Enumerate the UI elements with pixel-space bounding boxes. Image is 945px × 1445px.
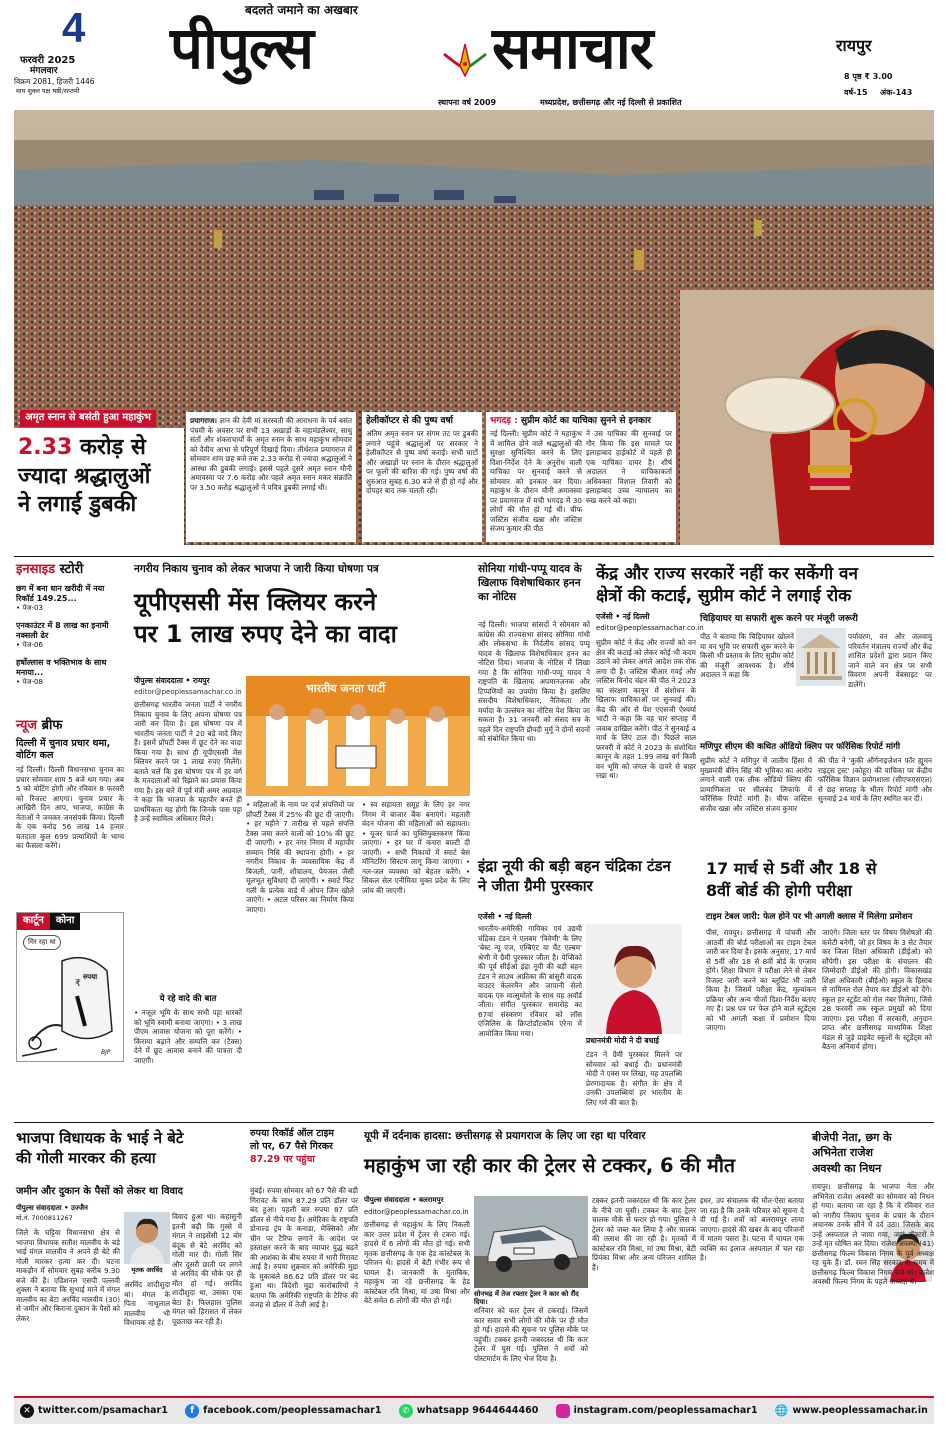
issue: अंक-143	[880, 88, 913, 97]
forest-headline-1: केंद्र और राज्य सरकारें नहीं कर सकेंगी वन	[596, 564, 858, 584]
lead-caption-tag-text: अमृत स्नान से बसंती हुआ महाकुंभ	[25, 412, 151, 423]
grammy-body-2: टंडन ने ग्रैमी पुरस्कार मिलने पर सोमवार को बधाई दी। प्रधानमंत्री मोदी ने एक्स पर लिखा, यह उपलब्धि प्रेरणादायक है। संगीत के क्षेत्र में उनकी उपलब्धियां हर भारतीय के लिए गर्व की बात है।	[586, 1050, 682, 1107]
footer-facebook-text: facebook.com/peoplessamachar1	[203, 1405, 382, 1417]
divider	[14, 556, 934, 557]
lead-caption-tag	[20, 410, 156, 427]
inside-item-page: • पेज-06	[16, 641, 43, 649]
paper-title-right: समाचार	[492, 14, 653, 82]
inside-item-page: • पेज-03	[16, 604, 43, 613]
stampede-body-1: नई दिल्ली। सुप्रीम कोर्ट ने महाकुंभ में शामिल होने वाले श्रद्धालुओं की सुरक्षा सुनिश्चित करने के लिए दिशा-निर्देश देने के अनुरोध वाली याचिका पर सुनवाई करने से सोमवार को इनकार कर दिया। महाकुंभ के दौरान मौनी अमावस्या पर प्रयागराज में मची भगदड़ में 30 लोगों की मौत हो गई थी। चीफ जस्टिस संजीव खन्ना और जस्टिस संजय कुमार की पीठ	[490, 429, 582, 534]
price: 8 पृष्ठ ₹ 3.00	[844, 72, 893, 81]
inside-title	[16, 562, 124, 578]
cartoon-title: कार्टून	[17, 913, 50, 930]
divider	[14, 1122, 934, 1123]
pen-logo-icon	[440, 36, 490, 86]
stampede-tag: भगदड़ :	[490, 416, 518, 426]
board-headline-1: 17 मार्च से 5वीं और 18 से	[706, 859, 877, 878]
forest-email: editor@peoplessamachar.co.in	[596, 624, 704, 632]
facebook-icon: f	[185, 1404, 199, 1418]
published-from: मध्यप्रदेश, छत्तीसगढ़ और नई दिल्ली से प्रकाशित	[540, 98, 682, 107]
footer-facebook[interactable]	[185, 1404, 381, 1418]
tagline: बदलते जमाने का अखबार	[245, 3, 358, 17]
inside-item-3[interactable]	[16, 658, 124, 687]
rajesh-body: रायपुर। छत्तीसगढ़ के भाजपा नेता और अभिनेता राजेश अवस्थी का सोमवार को निधन हो गया। बताया जा रहा है कि वे रविवार रात को नगरीय निकाय चुनाव के प्रचार के दौरान अचानक उनके सीने में दर्द उठा। जिसके बाद उन्हें अस्पताल ले जाया गया, जहां डॉक्टरों ने उन्हें मृत घोषित कर दिया। राजेश अवस्थी (41) छत्तीसगढ़ फिल्म विकास निगम के पूर्व अध्यक्ष रह चुके हैं। डॉ. रमन सिंह सरकार के समय में छत्तीसगढ़ फिल्म विकास निगम बना था। राजेश अवस्थी फिल्म निगम के पहले अध्यक्ष थे।	[812, 1182, 934, 1286]
accident-headline: महाकुंभ जा रही कार की ट्रेलर से टक्कर, 6 की मौत	[364, 1154, 736, 1177]
year: वर्ष-15	[844, 88, 868, 97]
bjp-kicker: नगरीय निकाय चुनाव को लेकर भाजपा ने जारी किया घोषणा पत्र	[134, 563, 379, 575]
board-body-1: पीसं, रायपुर। छत्तीसगढ़ में पांचवीं और आठवीं की बोर्ड परीक्षाओं का टाइम टेबल जारी कर दिया है। इसके अनुसार, 17 मार्च से 5वीं और 18 से 8वीं बोर्ड के एग्जाम होंगे। शिक्षा विभाग ने परीक्षा लेने से लेकर रिजल्ट जारी करने का ब्लूप्रिंट भी जारी किया है। जिसमें परीक्षा केंद्र, मूल्यांकन प्रक्रिया और अन्य चीजों दिशा-निर्देश बताए गए हैं। प्रश्न पत्र पर फेल होने वाले स्टूडेंट्स को भी अगली कक्षा में प्रमोशन दिया जाएगा।	[706, 928, 816, 1032]
sonia-body: नई दिल्ली। भाजपा सांसदों ने सोमवार को कांग्रेस की राज्यसभा सांसद सोनिया गांधी और लोकसभा के निर्दलीय सांसद पप्पू यादव के खिलाफ विशेषाधिकार हनन का नोटिस दिया। भाजपा के नोटिस में लिखा गया है कि सोनिया गांधी-पप्पू यादव ने राष्ट्रपति के खिलाफ अपमानजनक और टिप्पणियों का उपयोग किया है। इसलिए संसदीय विशेषाधिकार, नैतिकता और मर्यादा के उल्लंघन का नोटिस पेश किया जा सकता है। 31 जनवरी को संसद सत्र के पहले दिन राष्ट्रपति द्रौपदी मुर्मू ने दोनों सदनों को संबोधित किया था।	[478, 620, 590, 743]
inside-item-2[interactable]	[16, 621, 124, 650]
rupee-headline-1: रुपया रिकॉर्ड ऑल टाइम	[250, 1128, 334, 1139]
heli-title: हेलीकॉप्टर से की पुष्प वर्षा	[366, 416, 454, 426]
mla-mobile: मो.नं. 7000811267	[16, 1214, 73, 1222]
accident-body-2: शनिवार को कार ट्रेलर से टकराई। जिसमें कार सवार सभी लोगों की मौके पर ही मौत हो गई। हादसे की सूचना पर पुलिस मौके पर पहुंची। टक्कर इतनी जबरदस्त थी कि कार ट्रेलर में घुस गई। पुलिस ने शवों को पोस्टमार्टम के लिए भेज दिया है।	[474, 1306, 588, 1363]
lead-headline-box	[14, 428, 184, 546]
lead-headline-part1: करोड़ से	[79, 435, 146, 460]
mla-body-1: जिले के घट्टिया विधानसभा क्षेत्र से भाजपा विधायक सतीश मालवीय के बड़े भाई मंगल मालवीय ने अपने ही बेटे की गोली मारकर हत्या कर दी। घटना माकड़ौन में सोमवार सुबह करीब 9.30 बजे की है। एडिशनल एसपी पल्लवी शुक्ला ने बताया कि सुभाई माने में मंगल मालवीय का बेटा अरविंद मालवीय (30) से जमीन और किराना दुकान के पैसों को लेकर	[16, 1228, 120, 1323]
rupee-headline-3: 87.29 पर पहुंचा	[250, 1153, 315, 1165]
heli-body: अंतिम अमृत स्नान पर संगम तट पर डुबकी लगाने पहुंचे श्रद्धालुओं पर सरकार ने हेलीकॉप्टर से पुष्प वर्षा कराई। सभी घाटों और अखाड़ों पर स्नान के दौरान श्रद्धालुओं पर फूलों की बारिश की गई। पुष्प वर्षा की शुरुआत सुबह 6.30 बजे से ही हो गई और दोपहर बाद तक चलती रही।	[366, 429, 478, 496]
manipur-headline: मणिपुर सीएम की कथित ऑडियो क्लिप पर फॉरेंसिक रिपोर्ट मांगी	[700, 742, 901, 752]
inside-item-1[interactable]	[16, 584, 124, 613]
mla-caption: मृतक अरविंद	[131, 1266, 163, 1274]
grammy-body: भारतीय-अमेरिकी गायिका एवं उद्यमी चंद्रिका टंडन ने एलबम 'त्रिवेणी' के लिए 'बेस्ट न्यू एज, एम्बिएंट या चैंट एल्बम' श्रेणी में ग्रैमी पुरस्कार जीता है। पेप्सिको की पूर्व सीईओ इंद्रा नूयी की बड़ी बहन टंडन ने साउथ अफ्रीका की बांसुरी वादक वाउटर केलरमैन और जापानी सेलो वादक एरु मात्सुमोतो के साथ यह अवॉर्ड जीता। संगीत पुरस्कार समारोह का 67वां संस्करण रविवार को लॉस एंजिलिस के क्रिप्टोडॉटकॉम एरेना में आयोजित किया गया।	[478, 924, 582, 1038]
whatsapp-icon: ✆	[399, 1404, 413, 1418]
manipur-body-left: सुप्रीम कोर्ट ने मणिपुर में जातीय हिंसा में मुख्यमंत्री बीरेन सिंह की भूमिका का आरोप लगाने वाली एक लीक ऑडियो क्लिप की प्रामाणिकता पर सीलबंद लिफाफे में फॉरेंसिक रिपोर्ट मांगी है। चीफ जस्टिस संजीव खन्ना और जस्टिस संजय कुमार	[700, 756, 812, 813]
mla-body-3: अरविंद शादीशुदा था। मंगल के पिता नाथूलाल मालवीय भी विधायक रहे हैं।	[124, 1280, 170, 1327]
accident-photo	[474, 1196, 588, 1288]
mla-byline: पीपुल्स संवाददाता • उज्जैन	[16, 1204, 88, 1212]
accident-byline: पीपुल्स संवाददाता • बलरामपुर	[364, 1196, 444, 1204]
rupee-headline	[250, 1128, 358, 1166]
footer-instagram[interactable]	[556, 1404, 758, 1418]
bjp-photo	[246, 676, 470, 796]
lead-body	[186, 412, 356, 542]
rajesh-headline-2: अभिनेता राजेश	[812, 1146, 874, 1160]
footer-website-text: www.peoplessamachar.in	[792, 1405, 928, 1417]
rupee-headline-2: लो पर, 67 पैसे गिरकर	[250, 1140, 333, 1152]
sonia-headline: सोनिया गांधी-पप्पू यादव के खिलाफ विशेषाधिकार हनन का नोटिस	[478, 563, 582, 604]
lead-headline-part3: ने लगाई डुबकी	[18, 492, 137, 518]
devotee-photo	[680, 290, 934, 545]
bjp-banner: भारतीय जनता पार्टी	[306, 682, 386, 695]
footer-bar	[14, 1396, 934, 1424]
inside-story	[16, 562, 124, 687]
inside-item-text: एनकाउंटर में 8 लाख का इनामी नक्सली ढेर	[16, 621, 109, 640]
mla-headline	[16, 1128, 240, 1169]
board-body-2: जाएंगे। जिला स्तर पर विषय विशेषज्ञों की कमेटी बनेगी, जो हर विषय के 3 सेट तैयार कर जिला शिक्षा अधिकारी (डीईओ) को सौंपेगी। इस परीक्षा के संचालन की जिम्मेदारी डीईओ की होगी। विकासखंड शिक्षा अधिकारी (बीईओ) स्कूल के हिसाब से नामिनल रोल तैयार कर डीईओ को देंगे। स्कूल हर स्टूडेंट को रोल नंबर मिलेगा, जिसे 28 फरवरी तक स्कूल प्रमुखों को दिया जाएगा। इस परीक्षा में सरकारी, अनुदान प्राप्त और छत्तीसगढ़ माध्यमिक शिक्षा मंडल से जुड़े प्राइवेट स्कूलों के स्टूडेंट्स को बैठना अनिवार्य होगा।	[822, 928, 932, 1051]
lead-headline	[18, 434, 180, 520]
forest-byline: एजेंसी • नई दिल्ली	[596, 612, 650, 621]
accident-email: editor@peoplessamachar.co.in	[364, 1208, 469, 1216]
bjp-email: editor@peoplessamachar.co.in	[134, 688, 242, 696]
rajesh-headline-3: अवस्थी का निधन	[812, 1161, 882, 1175]
footer-twitter-text: twitter.com/psamachar1	[38, 1405, 168, 1417]
lead-dateline: प्रयागराज।	[190, 416, 218, 425]
brief-title	[16, 718, 124, 734]
mla-body-2: विवाद हुआ था। कहासुनी इतनी बढ़ी कि गुस्से में मंगल ने लाइसेंसी 12 बोर बंदूक से बेटे अरविंद को गोली मार दी। गोली सिर और दूसरी छाती पर लगने से अरविंद की मौके पर ही मौत हो गई। अरविंद शादीशुदा था, उसका एक बेटा है। फिलहाल पुलिस मंगल को हिरासत में लेकर पूछताछ कर रही है।	[172, 1212, 242, 1326]
board-sub: टाइम टेबल जारी: फेल होने पर भी अगली क्लास में मिलेगा प्रमोशन	[706, 912, 913, 922]
mla-sub: जमीन और दुकान के पैसों को लेकर था विवाद	[16, 1186, 183, 1197]
bjp-headline-2: पर 1 लाख रुपए देने का वादा	[134, 620, 397, 649]
inside-item-page: • पेज-08	[16, 677, 43, 686]
forest-body-3: पर्यावरण, वन और जलवायु परिवर्तन मंत्रालय राज्यों और केंद्र शासित प्रदेशों द्वारा प्रदान किए जाने वाले वन क्षेत्र पर सभी विवरण अपनी वेबसाइट पर डालेंगे।	[848, 632, 932, 689]
supreme-court-photo	[796, 628, 846, 686]
footer-instagram-text: instagram.com/peoplessamachar1	[573, 1405, 758, 1417]
brief-body: नई दिल्ली। दिल्ली विधानसभा चुनाव का प्रचार सोमवार शाम 5 बजे थम गया। अब 5 को वोटिंग होगी और रविवार 8 फरवरी को रिजल्ट आएगा। चुनाव प्रचार के आखिरी दिन आप, भाजपा, कांग्रेस के नेताओं ने जमकर जनसंपर्क किया। दिल्ली के एक करोड़ 56 लाख 14 हजार मतदाता कुल 699 प्रत्याशियों के भाग्य का फैसला करेंगे।	[16, 765, 124, 850]
footer-website[interactable]	[775, 1404, 928, 1418]
rupee-body: मुंबई। रुपया सोमवार को 67 पैसे की बड़ी गिरावट के साथ 87.29 प्रति डॉलर पर बंद हुआ। पहली बार रुपया 87 प्रति डॉलर से नीचे गया है। अमेरिका के राष्ट्रपति डोनाल्ड ट्रंप के कनाडा, मेक्सिको और चीन पर टैरिफ लगाने के आदेश पर हस्ताक्षर करने के बाद व्यापार युद्ध बढ़ने की आशंका के बीच रुपया में भारी गिरावट आई है। रुपया शुक्रवार को अमेरिकी मुद्रा के मुकाबले 86.62 प्रति डॉलर पर बंद हुआ था। विदेशी मुद्रा कारोबारियों ने बताया कि अमेरिकी राष्ट्रपति के टैरिफ की वजह से डॉलर में तेजी आई है।	[250, 1186, 358, 1309]
mla-photo	[124, 1212, 170, 1264]
date-line-2: मंगलवार	[30, 66, 58, 76]
mla-headline-2: की गोली मारकर की हत्या	[16, 1149, 156, 1168]
grammy-headline: इंद्रा नूयी की बड़ी बहन चंद्रिका टंडन ने जीता ग्रैमी पुरस्कार	[478, 857, 671, 896]
bjp-sub: ये रहे वादे की बात	[159, 994, 217, 1004]
accident-body-3: टक्कर इतनी जबरदस्त थी कि कार ट्रेलर के नीचे जा घुसी। टक्कर के बाद ट्रेलर चालक मौके से फरार हो गया। पुलिस ने ट्रेलर को जब्त कर लिया है और चालक की तलाश की जा रही है। मृतकों में कांस्टेबल रवि मिश्रा, मां उषा मिश्रा, बेटी प्रियंका मिश्रा और अन्य परिजन शामिल हैं।	[592, 1196, 696, 1272]
svg-text:₹: ₹	[75, 979, 81, 989]
cartoon-speech: गिर रहा था	[23, 935, 61, 950]
cartoon-corner	[16, 912, 124, 1062]
globe-icon: 🌐	[774, 1404, 789, 1418]
date-line-3: विक्रम 2081, हिजरी 1446	[14, 77, 95, 86]
forest-body-2: पीठ ने बताया कि चिड़ियाघर खोलने या वन भूमि पर सफारी शुरू करने के किसी भी प्रस्ताव के लिए सुप्रीम कोर्ट की मंजूरी आवश्यक है। शीर्ष अदालत ने कहा कि	[700, 632, 794, 679]
grammy-caption: प्रधानमंत्री मोदी ने दी बधाई	[586, 1036, 659, 1045]
bjp-body-1: छत्तीसगढ़ भारतीय जनता पार्टी ने नगरीय निकाय चुनाव के लिए अपना घोषणा पत्र जारी कर दिया है। इस घोषणा पत्र में भारतीय जनता पार्टी ने 20 बड़े वादे किए हैं। इसमें प्रॉपर्टी टैक्स में छूट देने का वादा किया गया है। साथ ही यूपीएससी मेंस क्लियर करने पर 1 लाख रुपए मिलेंगे। बताते चलें कि इस घोषणा पत्र में हर वर्ग के मतदाताओं को रिझाने का प्रयास किया गया है। इस बारे में पूर्व मंत्री अमर अग्रवाल ने कहा कि भाजपा के महापौर बनते ही प्राथमिकता यह होगी कि जिनके पास पट्टा है उन्हें स्वामित्व अधिकार मिले।	[134, 700, 242, 823]
accident-photo-caption: सोनभद्र में तेज रफ्तार ट्रेलर ने कार को रौंद दिया।	[474, 1290, 579, 1307]
stampede-body-2: ने उस याचिका की सुनवाई पर गौर किया कि इस मामले पर इलाहाबाद हाईकोर्ट में पहले ही एक याचिका दायर है। शीर्ष अदालत ने याचिकाकर्ता अधिवक्ता विशाल तिवारी को इलाहाबाद उच्च न्यायालय का रुख करने को कहा।	[586, 429, 672, 505]
heli-box	[362, 412, 482, 542]
forest-headline-2: क्षेत्रों की कटाई, सुप्रीम कोर्ट ने लगाई रोक	[596, 586, 852, 607]
cartoon-bag-label: रुपया	[83, 973, 98, 981]
founded: स्थापना वर्ष 2009	[438, 98, 497, 107]
footer-twitter[interactable]	[20, 1404, 168, 1418]
lead-headline-part2: ज्यादा श्रद्धालुओं	[18, 463, 151, 489]
masthead	[0, 0, 945, 107]
inside-title-black: स्टोरी	[59, 562, 84, 577]
grammy-byline: एजेंसी • नई दिल्ली	[478, 912, 532, 921]
forest-sub: चिड़ियाघर या सफारी शुरू करने पर मंजूरी जरूरी	[700, 614, 858, 624]
date-number: 4	[62, 4, 86, 51]
news-brief	[16, 718, 124, 851]
accident-kicker: यूपी में दर्दनाक हादसा: छत्तीसगढ़ से प्रयागराज के लिए जा रहा था परिवार	[364, 1130, 646, 1142]
mla-headline-1: भाजपा विधायक के भाई ने बेटे	[16, 1129, 184, 1147]
board-headline	[706, 858, 932, 901]
bjp-body-2: • नजूल भूमि के साथ सभी पट्टा धारकों को भूमि स्वामी बनाया जाएगा। • 3 लाख पीएम आवास योजना को पूरा करेंगे। • किराया बढ़ाने और सम्पत्ति कर (टैक्स) देने में छूट आवास बनाने की पात्रता दी जाएगी।	[134, 1008, 242, 1065]
inside-title-red: इनसाइड	[16, 562, 56, 577]
city: रायपुर	[836, 36, 872, 55]
board-headline-2: 8वीं बोर्ड की होगी परीक्षा	[706, 880, 852, 900]
inside-item-text: छग में बना धान खरीदी में नया रिकॉर्ड 149.25...	[16, 584, 105, 604]
paper-title-left: पीपुल्स	[170, 14, 313, 82]
accident-body-4: इधर, उप संचालक की मौत-ऐसा बताया जा रहा है कि उनके परिवार को सूचना दे दी गई है। शवों को बलरामपुर लाया जाएगा। हादसे की खबर के बाद परिजनों में मातम पसरा है। घटना में घायल एक व्यक्ति का इलाज अस्पताल में चल रहा है।	[700, 1196, 804, 1262]
bjp-byline: पीपुल्स संवाददाता • रायपुर	[134, 676, 210, 685]
bjp-body-3: • महिलाओं के नाम पर दर्ज संपत्तियों पर प्रॉपर्टी टैक्स में 25% की छूट दी जाएगी। • हर महीने 7 तारीख से पहले संपत्ति टैक्स जमा करने वालों को 10% की छूट दी जाएगी। • हर नगर निगम में महापौर सम्मान निधि की स्थापना होगी। • हर नगरीय निकाय के व्यवसायिक केंद्र में बिजली, पानी, शौचालय, पेयजल जैसी मूलभूत सुविधाएं दी जाएंगी। • स्मार्ट फिट गली के प्रत्येक वार्ड में ओपन जिम खोले जाएंगे। • अटल परिसर का निर्माण किया जाएगा।	[246, 800, 354, 914]
lead-body-text: ज्ञान की देवी मां सरस्वती की आराधना के पर्व बसंत पंचमी के अवसर पर सभी 13 अखाड़ों के महामंडलेश्वर, साधु संतों और शंकराचार्यों के अमृत स्नान के साथ महाकुंभ सोमवार को दैवीय आभा से परिपूर्ण दिखाई दिया। तीर्थराज प्रयागराज में सोमवार शाम छह बजे तक 2.33 करोड़ से ज्यादा श्रद्धालुओं ने आस्था की डुबकी लगाई। इससे पहले दूसरे अमृत स्नान मौनी अमावस्या पर 7.6 करोड़ और पहले अमृत स्नान मकर संक्रांति पर 3.50 करोड़ श्रद्धालुओं ने पवित्र डुबकी लगाई थी।	[190, 416, 352, 492]
accident-body-1: छत्तीसगढ़ से महाकुंभ के लिए निकली कार उत्तर प्रदेश में ट्रेलर से टकरा गई। हादसे में 6 लोगों की मौत हो गई। सभी मृतक छत्तीसगढ़ के एक हेड कांस्टेबल के परिजन थे। हादसे में बेटी गंभीर रूप से घायल है। जानकारी के मुताबिक, महाकुंभ जा रहे छत्तीसगढ़ के हेड कांस्टेबल रवि मिश्रा, मां उषा मिश्रा और बेटे समेत 6 लोगों की मौत हो गई।	[364, 1220, 470, 1305]
stampede-box	[486, 412, 676, 542]
inside-item-text: हर्षोल्लास व भक्तिभाव के साथ मनाया...	[16, 657, 107, 677]
cartoon-drawing	[17, 931, 123, 1061]
manipur-body: की पीठ ने 'कुकी ऑर्गनाइजेशन फॉर ह्यूमन राइट्स ट्रस्ट' (कोहूर) की याचिका पर केंद्रीय फॉरेंसिक विज्ञान प्रयोगशाला (सीएफएसएल) से छह सप्ताह के भीतर रिपोर्ट मांगी और सुनवाई 24 मार्च के लिए स्थगित कर दी।	[818, 756, 932, 803]
rajesh-headline-1: बीजेपी नेता, छग के	[812, 1131, 892, 1144]
footer-whatsapp-text: whatsapp 9644644460	[416, 1405, 539, 1417]
rajesh-headline	[812, 1130, 934, 1176]
grammy-photo	[586, 924, 682, 1034]
forest-headline	[596, 563, 932, 607]
bjp-headline-1: यूपीएससी मेंस क्लियर करने	[134, 588, 377, 616]
bjp-body-4: • स्व सहायता समूह के लिए हर नगर निगम में बाजार बैंक बनाएंगे। महतारी वंदन योजना की महिलाओं को सहायता। • यूजर चार्ज का युक्तियुक्तकरण किया जाएगा। • हर घर में कचरा बाल्टी दी जाएगी। • सभी निकायों में स्मार्ट बेस मॉनिटरिंग सिस्टम लागू किया जाएगा। • नल-जल व्यवस्था को बेहतर करेंगे। • सिकल सेल एनीमिया मुक्त प्रदेश के लिए जांच की जाएगी।	[362, 800, 470, 895]
brief-headline: दिल्ली में चुनाव प्रचार थमा, वोटिंग कल	[16, 738, 111, 762]
lead-headline-number: 2.33	[18, 435, 73, 460]
brief-title-black: ब्रीफ	[41, 718, 63, 733]
date-line-4: माघ शुक्ल पक्ष षष्ठी/सप्तमी	[16, 87, 80, 95]
date-line-1: फरवरी 2025	[20, 55, 76, 66]
stampede-title: सुप्रीम कोर्ट का याचिका सुनने से इनकार	[520, 416, 651, 426]
cartoon-title-2: कोना	[50, 913, 80, 930]
cartoon-artist: BJP	[101, 1049, 111, 1056]
forest-body-1: सुप्रीम कोर्ट ने केंद्र और राज्यों को वन क्षेत्र की कटाई को लेकर कोई भी कदम उठाने को लेकर अगले आदेश तक रोक लगा दी है। जस्टिस बीआर गवई और जस्टिस विनोद चंद्रन की पीठ ने 2023 का संरक्षण कानून में संशोधन के खिलाफ याचिकाओं पर सुनवाई की। केंद्र की ओर से पेश एएसजी ऐश्वर्या भाटी ने कहा कि वह चार सप्ताह में जवाब दाखिल करेंगे। पीठ ने सुनवाई 4 मार्च के लिए टाल दी। पिछले साल फरवरी में कोर्ट ने 2023 के संशोधित कानून के तहत 1.99 लाख वर्ग किमी वन भूमि को जंगल के दायरे से बाहर रखा था।	[596, 638, 696, 780]
brief-title-red: न्यूज	[16, 718, 38, 733]
cartoon-header	[17, 913, 123, 930]
stampede-title-line	[490, 416, 672, 427]
footer-whatsapp[interactable]	[399, 1404, 539, 1418]
x-icon: ✕	[20, 1404, 34, 1418]
instagram-icon	[556, 1404, 570, 1418]
bjp-headline	[134, 586, 470, 651]
